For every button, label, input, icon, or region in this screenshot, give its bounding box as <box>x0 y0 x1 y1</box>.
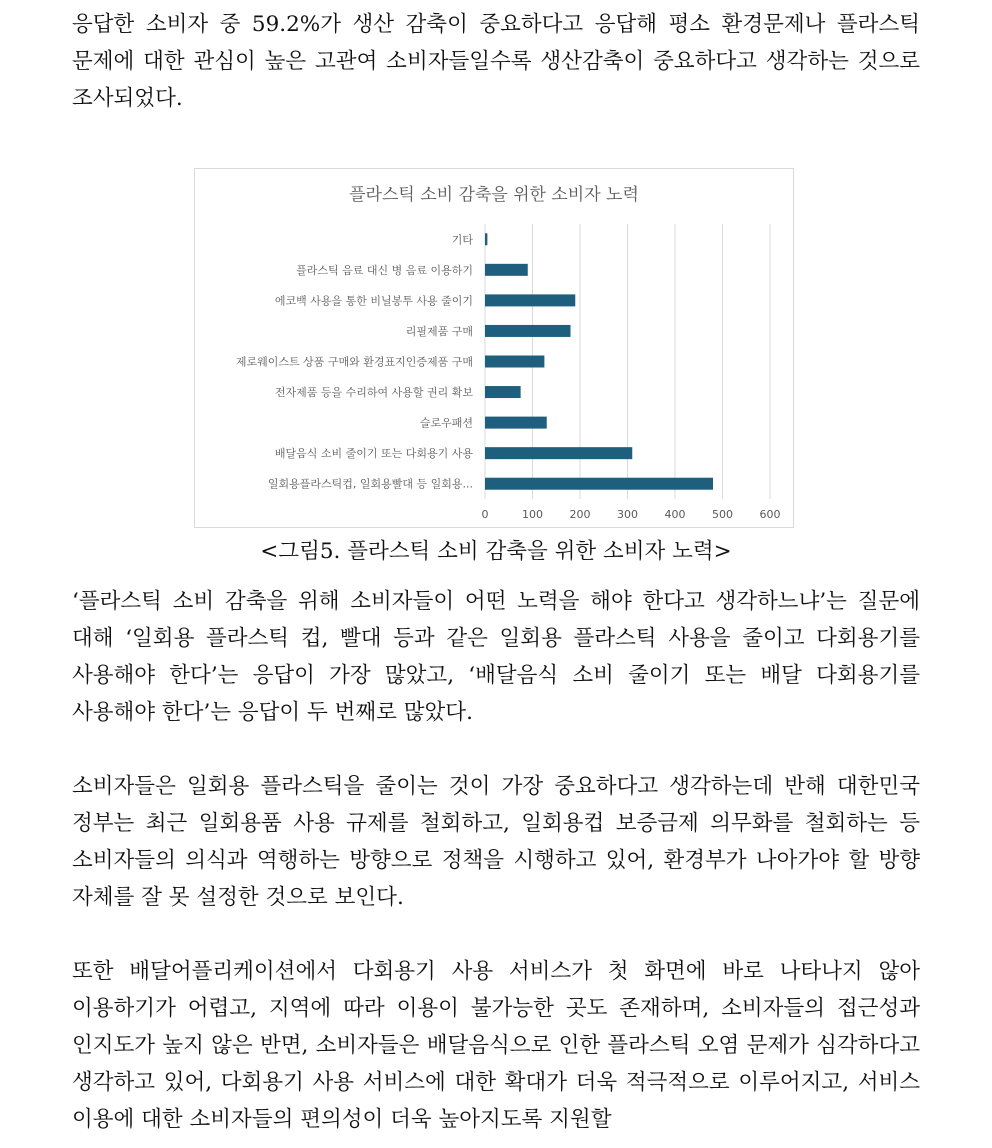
bar <box>485 264 528 276</box>
bar <box>485 325 571 337</box>
bar <box>485 294 575 306</box>
category-label: 제로웨이스트 상품 구매와 환경표지인증제품 구매 <box>235 355 473 369</box>
x-tick-label: 600 <box>759 508 781 521</box>
bar <box>485 447 632 459</box>
x-tick-label: 300 <box>617 508 638 521</box>
x-tick-label: 400 <box>664 508 686 521</box>
paragraph-3: 소비자들은 일회용 플라스틱을 줄이는 것이 가장 중요하다고 생각하는데 반해 대한민국 정부는 최근 일회용품 사용 규제를 철회하고, 일회용컵 보증금제 의무화를 철회하는 등 소비자들의 의식과 역행하는 방향으로 정책을 시행하고 있어, 환경부가 나아가야 할 방향 자체를 잘 못 설정한 것으로 보인다. <box>72 774 920 910</box>
paragraph-1: 응답한 소비자 중 59.2%가 생산 감축이 중요하다고 응답해 평소 환경문제나 플라스틱 문제에 대한 관심이 높은 고관여 소비자들일수록 생산감축이 중요하다고 생각하는 것으로 조사되었다. <box>72 12 920 111</box>
category-label: 전자제품 등을 수리하여 사용할 권리 확보 <box>274 386 473 400</box>
x-tick-label: 500 <box>712 508 733 521</box>
chart-title: 플라스틱 소비 감축을 위한 소비자 노력 <box>349 185 639 205</box>
bar <box>485 478 713 490</box>
bar <box>485 386 521 398</box>
category-label: 리필제품 구매 <box>405 324 473 338</box>
x-tick-label: 200 <box>569 508 591 521</box>
x-tick-label: 100 <box>522 508 543 521</box>
category-label: 플라스틱 음료 대신 병 음료 이용하기 <box>296 263 473 277</box>
category-label: 기타 <box>451 233 473 247</box>
bar <box>485 417 547 429</box>
paragraph-2: ‘플라스틱 소비 감축을 위해 소비자들이 어떤 노력을 해야 한다고 생각하느냐’는 질문에 대해 ‘일회용 플라스틱 컵, 빨대 등과 같은 일회용 플라스틱 사용을 줄이고 다회용기를 사용해야 한다’는 응답이 가장 많았고, ‘배달음식 소비 줄이기 또는 배달 다회용기를 사용해야 한다’는 응답이 두 번째로 많았다. <box>72 589 920 725</box>
figure-caption: <그림5. 플라스틱 소비 감축을 위한 소비자 노력> <box>260 539 732 564</box>
bar <box>485 233 487 245</box>
x-tick-label: 0 <box>481 508 489 521</box>
chart-container <box>194 168 794 528</box>
bar <box>485 356 544 368</box>
category-label: 배달음식 소비 줄이기 또는 다회용기 사용 <box>274 447 473 461</box>
category-label: 슬로우패션 <box>419 416 473 430</box>
category-label: 에코백 사용을 통한 비닐봉투 사용 줄이기 <box>274 294 473 308</box>
paragraph-4: 또한 배달어플리케이션에서 다회용기 사용 서비스가 첫 화면에 바로 나타나지 않아 이용하기가 어렵고, 지역에 따라 이용이 불가능한 곳도 존재하며, 소비자들의 접근성과 인지도가 높지 않은 반면, 소비자들은 배달음식으로 인한 플라스틱 오염 문제가 심각하다고 생각하고 있어, 다회용기 사용 서비스에 대한 확대가 더욱 적극적으로 이루어지고, 서비스 이용에 대한 소비자들의 편의성이 더욱 높아지도록 지원할 <box>72 959 920 1132</box>
category-label: 일회용플라스틱컵, 일회용빨대 등 일회용... <box>267 477 473 491</box>
bar-chart <box>195 169 793 527</box>
